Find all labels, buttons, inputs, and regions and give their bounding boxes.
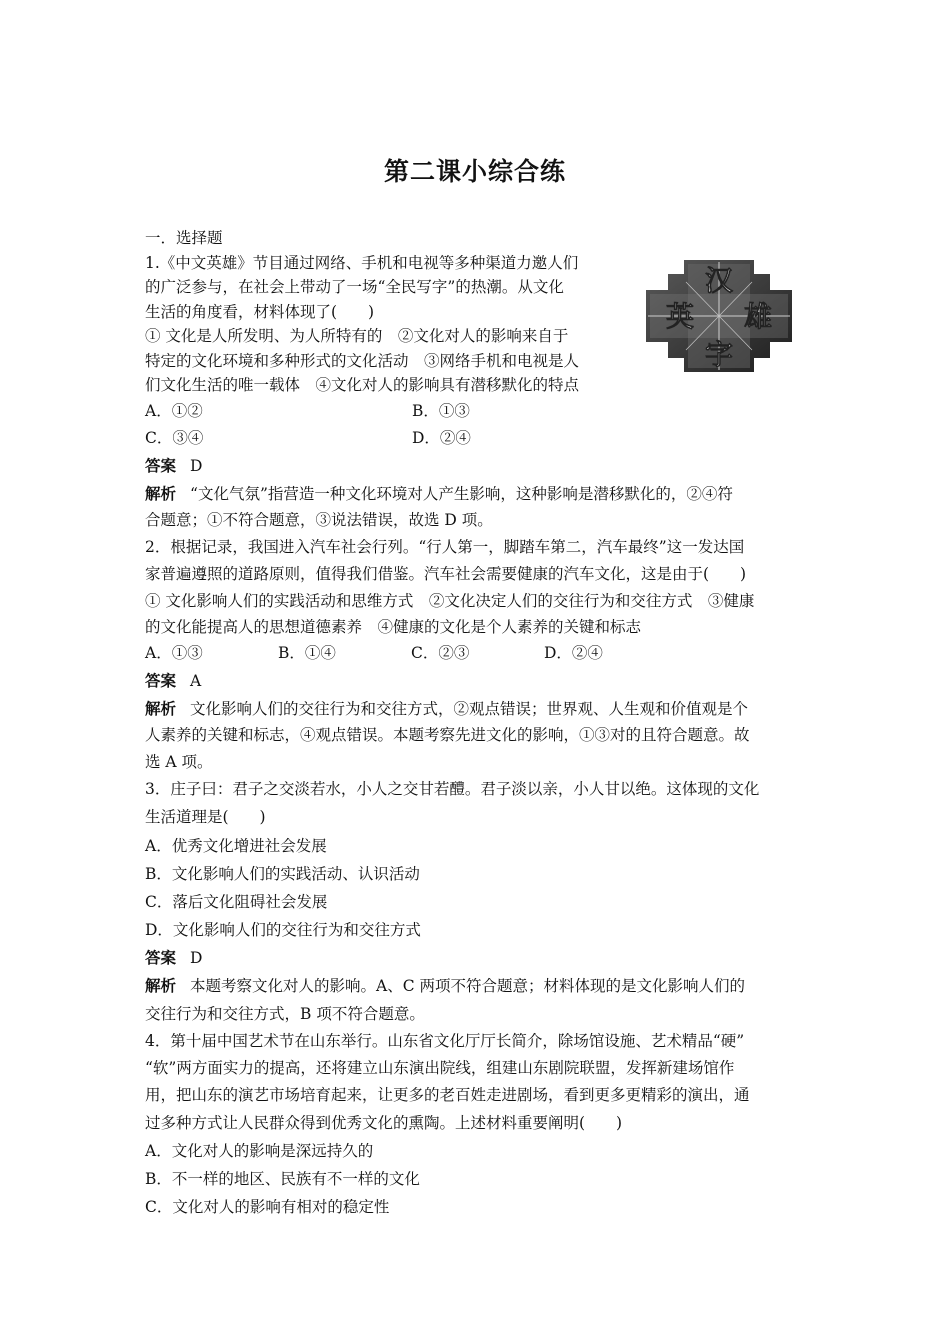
q3-answer xyxy=(145,944,807,972)
answer-value: D xyxy=(190,456,203,475)
analysis-label: 解析 xyxy=(145,975,177,995)
q1-options-row xyxy=(145,425,807,452)
q4-stem-line: 4．第十届中国艺术节在山东举行。山东省文化厅厅长简介，除场馆设施、艺术精品“硬” xyxy=(145,1031,745,1050)
q3-stem-line: 生活道理是( ) xyxy=(145,807,266,826)
logo-char-han: 汉 xyxy=(704,264,734,297)
q2-option-b: B．①④ xyxy=(278,643,336,662)
q2-answer xyxy=(145,667,807,695)
q4-stem-line: 用，把山东的演艺市场培育起来，让更多的老百姓走进剧场，看到更多更精彩的演出，通 xyxy=(145,1085,750,1104)
q3-option-b: B．文化影响人们的实践活动、认识活动 xyxy=(145,864,420,883)
q4-stem-line: “软”两方面实力的提高，还将建立山东演出院线，组建山东剧院联盟，发挥新建场馆作 xyxy=(145,1058,735,1077)
logo-char-zi: 字 xyxy=(704,338,734,371)
q2-stem-line: 家普遍遵照的道路原则，值得我们借鉴。汽车社会需要健康的汽车文化，这是由于( ) xyxy=(145,564,747,583)
page-title: 第二课小综合练 xyxy=(383,157,566,186)
q1-analysis-line: 合题意；①不符合题意，③说法错误，故选 D 项。 xyxy=(145,510,493,529)
answer-value: A xyxy=(190,671,202,690)
answer-label: 答案 xyxy=(145,670,177,690)
q1-answer xyxy=(145,452,807,480)
q1-item-line: ① 文化是人所发明、为人所特有的 ②文化对人的影响来自于 xyxy=(145,327,569,345)
q1-stem-line: 生活的角度看，材料体现了( ) xyxy=(145,302,375,321)
q2-analysis xyxy=(145,695,807,722)
section-heading: 一．选择题 xyxy=(145,229,223,247)
answer-value: D xyxy=(190,948,203,967)
q1-stem-line: 的广泛参与，在社会上带动了一场“全民写字”的热潮。从文化 xyxy=(145,278,564,296)
logo-char-xiong: 雄 xyxy=(743,300,773,333)
q2-analysis-line: 选 A 项。 xyxy=(145,752,213,771)
q4-stem-line: 过多种方式让人民群众得到优秀文化的熏陶。上述材料重要阐明( ) xyxy=(145,1113,623,1132)
q2-option-d: D．②④ xyxy=(544,643,603,662)
q2-option-c: C．②③ xyxy=(411,643,470,662)
q2-stem-line: 2．根据记录，我国进入汽车社会行列。“行人第一，脚踏车第二，汽车最终”这一发达国 xyxy=(145,537,745,556)
q3-option-a: A．优秀文化增进社会发展 xyxy=(145,836,327,855)
q2-options-row xyxy=(145,640,807,667)
analysis-text: 文化影响人们的交往行为和交往方式，②观点错误；世界观、人生观和价值观是个 xyxy=(190,699,749,718)
q4-option-a: A．文化对人的影响是深远持久的 xyxy=(145,1141,374,1160)
q1-stem-line: 1.《中文英雄》节目通过网络、手机和电视等多种渠道力邀人们 xyxy=(145,253,579,272)
q2-analysis-line: 人素养的关键和标志，④观点错误。本题考察先进文化的影响，①③对的且符合题意。故 xyxy=(145,725,750,744)
question-1 xyxy=(145,251,635,398)
q1-item-line: 们文化生活的唯一载体 ④文化对人的影响具有潜移默化的特点 xyxy=(145,376,580,394)
q4-option-c: C．文化对人的影响有相对的稳定性 xyxy=(145,1197,390,1216)
q1-option-d: D．②④ xyxy=(412,428,471,447)
analysis-text: “文化气氛”指营造一种文化环境对人产生影响，这种影响是潜移默化的，②④符 xyxy=(190,484,733,503)
answer-label: 答案 xyxy=(145,947,177,967)
q1-item-line: 特定的文化环境和多种形式的文化活动 ③网络手机和电视是人 xyxy=(145,351,580,370)
q3-option-c: C．落后文化阻碍社会发展 xyxy=(145,892,328,911)
analysis-label: 解析 xyxy=(145,483,177,503)
q1-option-c: C．③④ xyxy=(145,428,204,447)
q3-option-d: D．文化影响人们的交往行为和交往方式 xyxy=(145,920,421,939)
q3-stem-line: 3．庄子曰：君子之交淡若水，小人之交甘若醴。君子淡以亲，小人甘以绝。这体现的文化 xyxy=(145,779,760,798)
q2-option-a: A．①③ xyxy=(145,643,203,662)
q1-option-b: B．①③ xyxy=(412,401,470,420)
logo-char-ying: 英 xyxy=(665,300,695,333)
q4-option-b: B．不一样的地区、民族有不一样的文化 xyxy=(145,1169,420,1188)
q2-item-line: ① 文化影响人们的实践活动和思维方式 ②文化决定人们的交往行为和交往方式 ③健康 xyxy=(145,591,755,610)
q3-analysis-line: 交往行为和交往方式，B 项不符合题意。 xyxy=(145,1004,425,1023)
q1-options-row xyxy=(145,398,807,425)
document-body xyxy=(145,226,807,1221)
q3-analysis xyxy=(145,972,807,1000)
q1-analysis xyxy=(145,480,807,507)
q1-option-a: A．①② xyxy=(145,401,203,420)
q2-item-line: 的文化能提高人的思想道德素养 ④健康的文化是个人素养的关键和标志 xyxy=(145,617,642,636)
analysis-label: 解析 xyxy=(145,698,177,718)
analysis-text: 本题考察文化对人的影响。A、C 两项不符合题意；材料体现的是文化影响人们的 xyxy=(190,976,745,995)
answer-label: 答案 xyxy=(145,455,177,475)
